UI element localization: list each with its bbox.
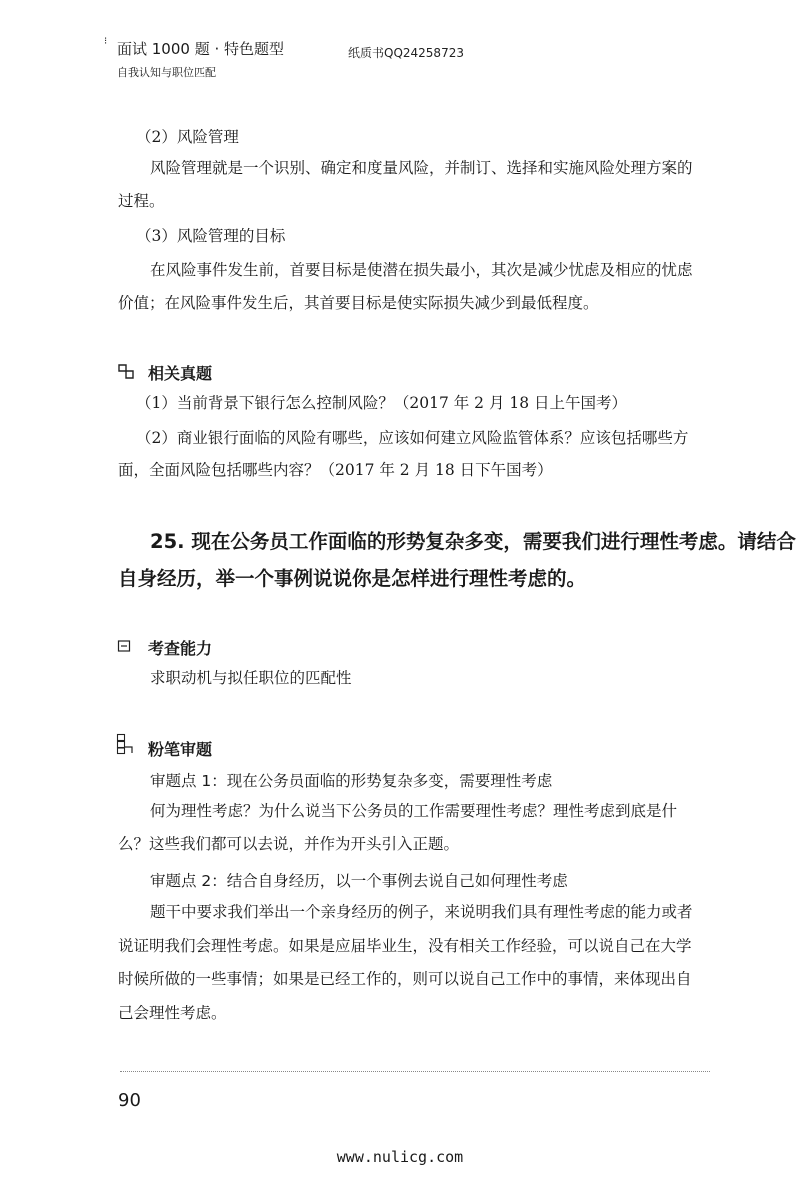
analysis-point-1-line-1: 何为理性考虑？为什么说当下公务员的工作需要理性考虑？理性考虑到底是什 <box>150 802 678 820</box>
analysis-point-1-line-2: 么？这些我们都可以去说，并作为开头引入正题。 <box>118 835 460 853</box>
risk-goal-line-1: 在风险事件发生前，首要目标是使潜在损失最小，其次是减少忧虑及相应的忧虑 <box>150 261 693 279</box>
page-number: 90 <box>118 1090 141 1111</box>
analysis-point-1: 审题点 1：现在公务员面临的形势复杂多变，需要理性考虑 <box>150 772 553 790</box>
watermark-text: 纸质书QQ24258723 <box>348 46 464 60</box>
related-question-2-line-2: 面，全面风险包括哪些内容？（2017 年 2 月 18 日下午国考） <box>118 461 553 479</box>
analysis-heading: 粉笔审题 <box>148 740 213 759</box>
analysis-point-2-line-4: 己会理性考虑。 <box>118 1004 227 1022</box>
risk-goal-heading: （3）风险管理的目标 <box>136 227 286 245</box>
ability-text: 求职动机与拟任职位的匹配性 <box>150 669 352 687</box>
question-title-line-1: 25. 现在公务员工作面临的形势复杂多变，需要我们进行理性考虑。请结合 <box>150 530 796 553</box>
risk-goal-line-2: 价值；在风险事件发生后，其首要目标是使实际损失减少到最低程度。 <box>118 294 599 312</box>
chapter-subtitle: 自我认知与职位匹配 <box>117 66 216 79</box>
related-questions-icon <box>117 362 135 380</box>
analysis-point-2-line-1: 题干中要求我们举出一个亲身经历的例子，来说明我们具有理性考虑的能力或者 <box>150 903 693 921</box>
risk-management-heading: （2）风险管理 <box>136 128 239 146</box>
book-title: 面试 1000 题 · 特色题型 <box>117 40 285 58</box>
analysis-point-2: 审题点 2：结合自身经历，以一个事例去说自己如何理性考虑 <box>150 872 568 890</box>
risk-management-line-1: 风险管理就是一个识别、确定和度量风险，并制订、选择和实施风险处理方案的 <box>150 159 693 177</box>
analysis-point-2-line-3: 时候所做的一些事情；如果是已经工作的，则可以说自己工作中的事情，来体现出自 <box>118 970 692 988</box>
analysis-icon <box>116 733 134 755</box>
question-title-line-2: 自身经历，举一个事例说说你是怎样进行理性考虑的。 <box>118 567 587 590</box>
related-questions-heading: 相关真题 <box>148 364 213 383</box>
footer-url: www.nulicg.com <box>336 1148 464 1166</box>
analysis-point-2-line-2: 说证明我们会理性考虑。如果是应届毕业生，没有相关工作经验，可以说自己在大学 <box>118 937 692 955</box>
header-margin-mark: ⁝ <box>104 36 108 47</box>
ability-icon <box>117 639 131 653</box>
risk-management-line-2: 过程。 <box>118 192 165 210</box>
related-question-1: （1）当前背景下银行怎么控制风险？（2017 年 2 月 18 日上午国考） <box>136 394 628 412</box>
scan-artifact-divider <box>120 1071 710 1072</box>
ability-heading: 考查能力 <box>148 639 213 658</box>
related-question-2-line-1: （2）商业银行面临的风险有哪些，应该如何建立风险监管体系？应该包括哪些方 <box>136 429 689 447</box>
